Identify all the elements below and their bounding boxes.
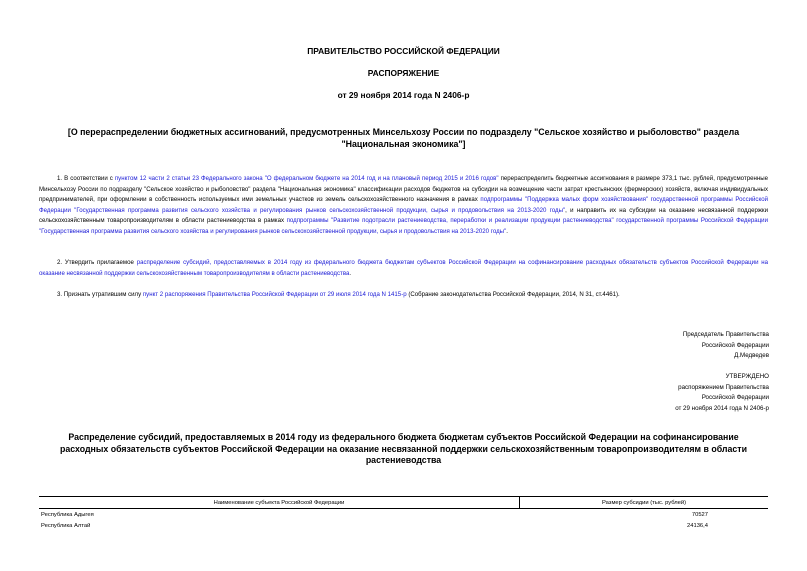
government-name: ПРАВИТЕЛЬСТВО РОССИЙСКОЙ ФЕДЕРАЦИИ	[307, 46, 500, 56]
table-row	[39, 509, 768, 521]
paragraph-text: 2. Утвердить прилагаемое	[57, 259, 137, 266]
column-header-region: Наименование субъекта Российской Федерации	[39, 497, 520, 509]
subprogram-crop-production-link[interactable]: подпрограммы "Развитие подотрасли растениеводства, переработки и реализации продукции растениеводства" государственной программы Российской Федерации "Государственная программа развития сельского хозяйства и регулирования рынков сельскохозяйственной продукции, сырья и продовольствия на 2013-2020 годы"	[39, 217, 768, 235]
approval-date: от 29 ноября 2014 года N 2406-р	[675, 404, 769, 412]
paragraph-text: .	[506, 227, 508, 235]
paragraph-2	[39, 258, 768, 279]
column-header-subsidy: Размер субсидии (тыс. рублей)	[520, 497, 769, 509]
annex-title	[40, 432, 767, 467]
subsidy-distribution-link[interactable]: распределение субсидий, предоставляемых в 2014 году из федерального бюджета бюджетам субъектов Российской Федерации на софинансирование расходных обязательств субъектов Российской Федерации на оказание несвязанной поддержки сельскохозяйственным товаропроизводителям в области растениеводства	[39, 259, 768, 277]
signature-position: Председатель Правительства	[682, 331, 769, 338]
approval-stamp	[549, 372, 769, 414]
document-title-line: [О перераспределении бюджетных ассигнований, предусмотренных Минсельхозу России по подразделу "Сельское хозяйство и рыболовство" раздела	[67, 127, 740, 137]
signature-position: Российской Федерации	[701, 341, 769, 349]
region-name-cell: Республика Адыгея	[41, 511, 94, 518]
paragraph-1	[39, 174, 768, 237]
paragraph-text: 1. В соответствии с	[57, 175, 115, 182]
annex-title-line: растениеводства	[365, 455, 442, 465]
approval-text: Российской Федерации	[701, 394, 769, 402]
paragraph-text: перераспределить бюджетные ассигнования в размере 373,1 тыс. рублей, предусмотренные Минсельхозу России по подразделу "Сельское хозяйство и рыболовство" раздела "Национальная экономика" классификации расходов бюджетов на субсидии на возмещение части затрат крестьянских (фермерских) хозяйств, включая индивидуальных предпринимателей, при оформлении в собственность используемых ими земельных участков из земель сельскохозяйственного назначения в рамках	[39, 175, 768, 203]
region-name-cell: Республика Алтай	[41, 522, 91, 529]
document-title-line: "Национальная экономика"]	[341, 138, 466, 149]
subsidy-value-cell: 24136,4	[687, 522, 708, 529]
subsidy-value-cell: 70527	[691, 511, 708, 518]
document-title	[40, 127, 767, 150]
signature-name: Д.Медведев	[734, 352, 769, 360]
approval-text: распоряжением Правительства	[678, 383, 769, 391]
repealed-order-link[interactable]: пункт 2 распоряжения Правительства Российской Федерации от 29 июля 2014 года N 1415-р	[142, 291, 407, 298]
signature-block	[549, 330, 769, 362]
paragraph-3	[39, 290, 768, 301]
law-article-link[interactable]: пунктом 12 части 2 статьи 23 Федерального закона "О федеральном бюджете на 2014 год и на плановый период 2015 и 2016 годов"	[114, 175, 499, 182]
subsidy-table	[39, 496, 768, 531]
annex-title-line: расходных обязательств субъектов Российской Федерации на оказание несвязанной поддержки сельскохозяйственным товаропроизводителям в области	[59, 443, 748, 454]
table-row	[39, 520, 768, 531]
paragraph-text: .	[349, 269, 352, 277]
table-header-row	[39, 497, 768, 509]
document-type: РАСПОРЯЖЕНИЕ	[367, 68, 440, 78]
paragraph-text: (Собрание законодательства Российской Федерации, 2014, N 31, ст.4461).	[406, 291, 620, 298]
approval-title: УТВЕРЖДЕНО	[725, 373, 769, 380]
document-date-number: от 29 ноября 2014 года N 2406-р	[337, 90, 470, 100]
paragraph-text: 3. Признать утратившим силу	[57, 291, 143, 298]
subprogram-small-farms-link[interactable]: подпрограммы "Поддержка малых форм хозяйствования" государственной программы Российской Федерации "Государственная программа развития сельского хозяйства и регулирования рынков сельскохозяйственной продукции, сырья и продовольствия на 2013-2020 годы"	[39, 196, 768, 214]
paragraph-text: , и направить их на субсидии на оказание несвязанной поддержки сельскохозяйственным товаропроизводителям в области растениеводства в рамках	[39, 206, 768, 224]
annex-title-line: Распределение субсидий, предоставляемых в 2014 году из федерального бюджета бюджетам субъектов Российской Федерации на софинансирование	[68, 432, 739, 442]
